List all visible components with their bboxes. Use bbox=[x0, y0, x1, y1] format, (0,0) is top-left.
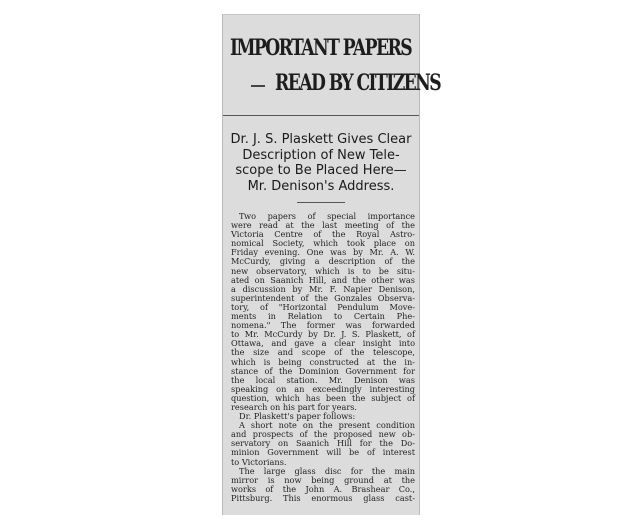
body-line: tory, of "Horizontal Pendulum Move- bbox=[231, 301, 415, 312]
headline-rule bbox=[223, 115, 419, 116]
body-line: question, which has been the subject of bbox=[231, 392, 415, 403]
body-line: Two papers of special importance bbox=[239, 211, 415, 221]
article-body bbox=[231, 212, 415, 503]
body-line: mirror is now being ground at the bbox=[231, 474, 415, 485]
body-line: Friday evening. One was by Mr. A. W. bbox=[231, 247, 415, 258]
body-line: to Victorians. bbox=[231, 456, 287, 467]
body-line: the local station. Mr. Denison was bbox=[231, 374, 415, 385]
headline-line-1: IMPORTANT PAPERS bbox=[230, 35, 412, 61]
body-line: new observatory, which is to be situ- bbox=[231, 265, 415, 276]
subheadline bbox=[223, 132, 419, 194]
body-line: a discussion by Mr. F. Napier Denison, bbox=[231, 283, 415, 294]
body-line: stance of the Dominion Government for bbox=[231, 365, 415, 376]
body-line: works of the John A. Brashear Co., bbox=[231, 483, 415, 494]
headline-line-2: READ BY CITIZENS bbox=[275, 70, 441, 96]
body-line: research on his part for years. bbox=[231, 401, 358, 412]
subheadline-line: scope to Be Placed Here— bbox=[235, 163, 407, 178]
body-line: The large glass disc for the main bbox=[239, 465, 415, 476]
headline-dash bbox=[251, 85, 265, 87]
body-line: Dr. Plaskett's paper follows: bbox=[239, 411, 356, 422]
body-line: minion Government will be of interest bbox=[231, 447, 415, 458]
body-line: to Mr. McCurdy by Dr. J. S. Plaskett, of bbox=[231, 329, 415, 340]
body-line: ated on Saanich Hill, and the other was bbox=[231, 274, 415, 285]
body-line: and prospects of the proposed new ob- bbox=[231, 429, 415, 440]
body-line: McCurdy, giving a description of the bbox=[231, 256, 415, 267]
body-line: servatory on Saanich Hill for the Do- bbox=[231, 438, 415, 449]
body-line: Victoria Centre of the Royal Astro- bbox=[231, 229, 415, 240]
body-line: the size and scope of the telescope, bbox=[231, 347, 415, 358]
body-line: which is being constructed at the in- bbox=[231, 356, 415, 367]
section-rule bbox=[297, 202, 345, 203]
subheadline-line: Description of New Tele- bbox=[242, 147, 400, 163]
newspaper-clipping bbox=[222, 14, 441, 515]
body-line: ments in Relation to Certain Phe- bbox=[231, 311, 415, 322]
subheadline-line: Dr. J. S. Plaskett Gives Clear bbox=[230, 132, 412, 147]
subheadline-line: Mr. Denison's Address. bbox=[247, 178, 395, 194]
body-line: were read at the last meeting of the bbox=[231, 220, 415, 231]
body-line: speaking on an exceedingly interesting bbox=[231, 383, 415, 394]
body-line: nomena." The former was forwarded bbox=[231, 320, 415, 331]
body-line: A short note on the present condition bbox=[239, 420, 415, 431]
body-line: nomical Society, which took place on bbox=[231, 238, 415, 249]
body-line: Pittsburg. This enormous glass cast- bbox=[231, 492, 415, 503]
body-line: superintendent of the Gonzales Observa- bbox=[231, 292, 415, 303]
body-line: Ottawa, and gave a clear insight into bbox=[231, 338, 415, 349]
